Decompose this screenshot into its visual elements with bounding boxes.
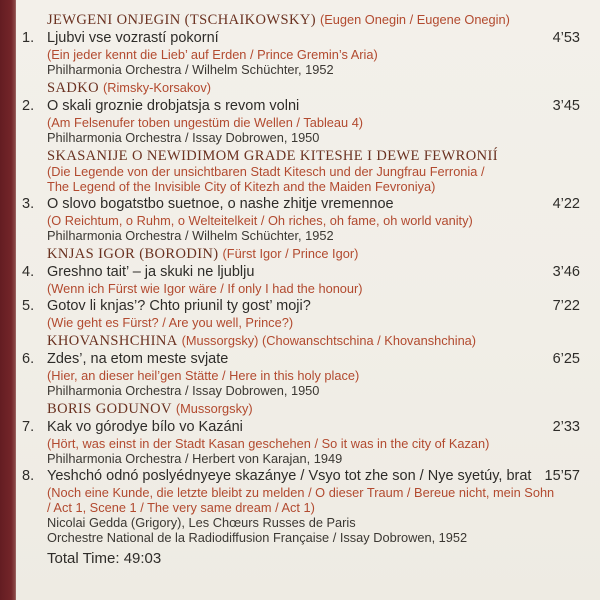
track-duration: 3’45 xyxy=(552,98,580,114)
tracklist-section xyxy=(16,333,600,398)
opera-header xyxy=(16,80,600,96)
total-time: Total Time: 49:03 xyxy=(47,550,162,567)
track-subtitle: (O Reichtum, o Ruhm, o Welteitelkeit / Oh riches, oh fame, oh world vanity) xyxy=(47,213,473,228)
track-number: 8. xyxy=(22,468,35,484)
track-duration: 6’25 xyxy=(552,351,580,367)
track-row xyxy=(16,298,600,315)
tracklist-content xyxy=(16,0,600,600)
opera-header xyxy=(16,333,600,349)
track-row xyxy=(16,468,600,485)
track-credit: Philharmonia Orchestra / Issay Dobrowen, 1950 xyxy=(47,130,320,145)
track-credit: Nicolai Gedda (Grigory), Les Chœurs Russes de Paris xyxy=(47,515,356,530)
track-subtitle: (Hier, an dieser heil’gen Stätte / Here in this holy place) xyxy=(47,368,360,383)
track-subtitle: (Wenn ich Fürst wie Igor wäre / If only I had the honour) xyxy=(47,281,363,296)
opera-title: SADKO xyxy=(47,80,99,96)
track-duration: 3’46 xyxy=(552,264,580,280)
track-credit: Philharmonia Orchestra / Herbert von Karajan, 1949 xyxy=(47,451,343,466)
opera-title: BORIS GODUNOV xyxy=(47,401,172,417)
opera-title: SKASANIJE O NEWIDIMOM GRADE KITESHE I DEWE FEWRONIÍ xyxy=(47,148,498,164)
track-duration: 15’57 xyxy=(544,468,580,484)
track-row xyxy=(16,264,600,281)
opera-header xyxy=(16,12,600,28)
track-credit: Philharmonia Orchestra / Issay Dobrowen, 1950 xyxy=(47,383,320,398)
tracklist-section xyxy=(16,80,600,145)
track-credit: Orchestre National de la Radiodiffusion Française / Issay Dobrowen, 1952 xyxy=(47,530,468,545)
opera-title-translation: (Fürst Igor / Prince Igor) xyxy=(222,246,359,261)
track-subtitle: (Hört, was einst in der Stadt Kasan geschehen / So it was in the city of Kazan) xyxy=(47,436,490,451)
track-number: 2. xyxy=(22,98,35,114)
opera-title: KHOVANSHCHINA xyxy=(47,333,178,349)
tracklist-section xyxy=(16,401,600,545)
track-row xyxy=(16,351,600,368)
track-title: Gotov li knjas’? Chto priunil ty gost’ moji? xyxy=(47,298,311,314)
opera-subtitle: (Die Legende von der unsichtbaren Stadt Kitesch und der Jungfrau Ferronia / xyxy=(47,164,485,179)
tracklist-section xyxy=(16,12,600,77)
opera-subtitle: The Legend of the Invisible City of Kitezh and the Maiden Fevroniya) xyxy=(47,179,436,194)
tracklist-section xyxy=(16,148,600,243)
opera-title: JEWGENI ONJEGIN (TSCHAIKOWSKY) xyxy=(47,12,316,28)
opera-title-translation: (Eugen Onegin / Eugene Onegin) xyxy=(319,12,510,27)
track-number: 5. xyxy=(22,298,35,314)
opera-title: KNJAS IGOR (BORODIN) xyxy=(47,246,219,262)
track-number: 7. xyxy=(22,419,35,435)
track-subtitle: (Am Felsenufer toben ungestüm die Wellen / Tableau 4) xyxy=(47,115,364,130)
opera-title-translation: (Mussorgsky) (Chowanschtschina / Khovanshchina) xyxy=(181,333,477,348)
track-subtitle: (Wie geht es Fürst? / Are you well, Prince?) xyxy=(47,315,294,330)
track-duration: 4’53 xyxy=(552,30,580,46)
track-number: 3. xyxy=(22,196,35,212)
track-credit: Philharmonia Orchestra / Wilhelm Schüchter, 1952 xyxy=(47,62,334,77)
track-row xyxy=(16,419,600,436)
track-number: 1. xyxy=(22,30,35,46)
opera-header xyxy=(16,148,600,164)
track-row xyxy=(16,196,600,213)
track-title: O skali groznie drobjatsja s revom volni xyxy=(47,98,300,114)
track-row xyxy=(16,98,600,115)
opera-header xyxy=(16,246,600,262)
track-number: 4. xyxy=(22,264,35,280)
opera-title-translation: (Mussorgsky) xyxy=(175,401,253,416)
track-duration: 4’22 xyxy=(552,196,580,212)
track-title: Ljubvi vse vozrastí pokorní xyxy=(47,30,219,46)
track-subtitle: / Act 1, Scene 1 / The very same dream / Act 1) xyxy=(47,500,315,515)
track-subtitle: (Ein jeder kennt die Lieb’ auf Erden / Prince Gremin’s Aria) xyxy=(47,47,378,62)
track-duration: 2’33 xyxy=(552,419,580,435)
track-number: 6. xyxy=(22,351,35,367)
booklet-spine xyxy=(0,0,16,600)
track-credit: Philharmonia Orchestra / Wilhelm Schüchter, 1952 xyxy=(47,228,334,243)
opera-title-translation: (Rimsky-Korsakov) xyxy=(102,80,212,95)
track-title: Kak vo górodye bílo vo Kazáni xyxy=(47,419,243,435)
track-row xyxy=(16,30,600,47)
opera-header xyxy=(16,401,600,417)
tracklist-section xyxy=(16,246,600,330)
track-title: Greshno tait’ – ja skuki ne ljublju xyxy=(47,264,255,280)
track-duration: 7’22 xyxy=(552,298,580,314)
track-title: Yeshchó odnó poslyédnyeye skazánye / Vsyo tot zhe son / Nye syetúy, brat xyxy=(47,468,532,484)
track-subtitle: (Noch eine Kunde, die letzte bleibt zu melden / O dieser Traum / Bereue nicht, mein Sohn xyxy=(47,485,555,500)
track-title: Zdes’, na etom meste svjate xyxy=(47,351,229,367)
track-title: O slovo bogatstbo suetnoe, o nashe zhitje vremennoe xyxy=(47,196,394,212)
